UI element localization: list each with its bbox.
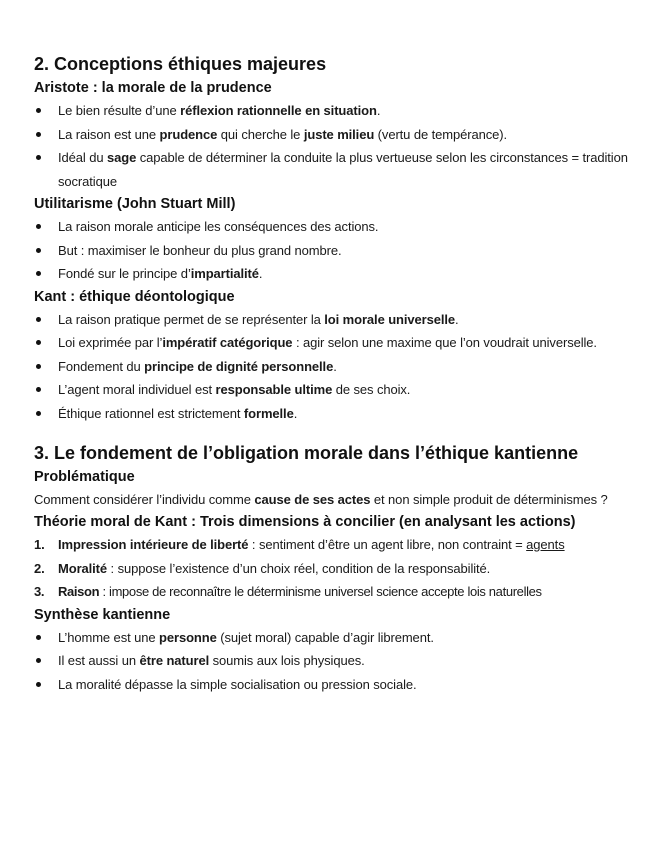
- list-item: 1. Impression intérieure de liberté : sentiment d’être un agent libre, non contraint = agents: [34, 537, 565, 552]
- list-item: 3. Raison : impose de reconnaître le déterminisme universel science accepte lois naturelles: [34, 584, 542, 599]
- kant-heading: Kant : éthique déontologique: [34, 288, 235, 305]
- list-item: L’agent moral individuel est responsable ultime de ses choix.: [34, 378, 634, 402]
- list-item: Fondé sur le principe d’impartialité.: [34, 262, 634, 286]
- list-item: La moralité dépasse la simple socialisation ou pression sociale.: [34, 673, 634, 697]
- list-item: Idéal du sage capable de déterminer la conduite la plus vertueuse selon les circonstances = tradition socratique: [34, 146, 634, 193]
- theorie-list: [34, 533, 634, 604]
- list-item: But : maximiser le bonheur du plus grand nombre.: [34, 239, 634, 263]
- document-page: [34, 52, 634, 696]
- list-item: La raison pratique permet de se représenter la loi morale universelle.: [34, 308, 634, 332]
- theorie-heading: Théorie moral de Kant : Trois dimensions à concilier (en analysant les actions): [34, 514, 576, 530]
- problematique-text: Comment considérer l’individu comme cause de ses actes et non simple produit de déterminismes ?: [34, 492, 608, 507]
- section-2-title: 2. Conceptions éthiques majeures: [34, 54, 327, 74]
- list-item: Éthique rationnel est strictement formelle.: [34, 402, 634, 426]
- list-item: La raison morale anticipe les conséquences des actions.: [34, 215, 634, 239]
- kant-list: [34, 308, 634, 426]
- aristote-list: [34, 99, 634, 193]
- synthese-list: [34, 626, 634, 697]
- synthese-heading: Synthèse kantienne: [34, 606, 171, 623]
- aristote-heading: Aristote : la morale de la prudence: [34, 80, 272, 96]
- utilitarisme-list: [34, 215, 634, 286]
- section-3-title: 3. Le fondement de l’obligation morale dans l’éthique kantienne: [34, 443, 579, 463]
- list-item: Fondement du principe de dignité personnelle.: [34, 355, 634, 379]
- list-item: Il est aussi un être naturel soumis aux lois physiques.: [34, 649, 634, 673]
- list-item: 2. Moralité : suppose l’existence d’un choix réel, condition de la responsabilité.: [34, 560, 491, 576]
- list-item: L’homme est une personne (sujet moral) capable d’agir librement.: [34, 626, 634, 650]
- list-item: La raison est une prudence qui cherche le juste milieu (vertu de tempérance).: [34, 123, 634, 147]
- list-item: Le bien résulte d’une réflexion rationnelle en situation.: [34, 99, 634, 123]
- problematique-heading: Problématique: [34, 469, 135, 485]
- utilitarisme-heading: Utilitarisme (John Stuart Mill): [34, 196, 236, 212]
- list-item: Loi exprimée par l’impératif catégorique : agir selon une maxime que l’on voudrait universelle.: [34, 331, 634, 355]
